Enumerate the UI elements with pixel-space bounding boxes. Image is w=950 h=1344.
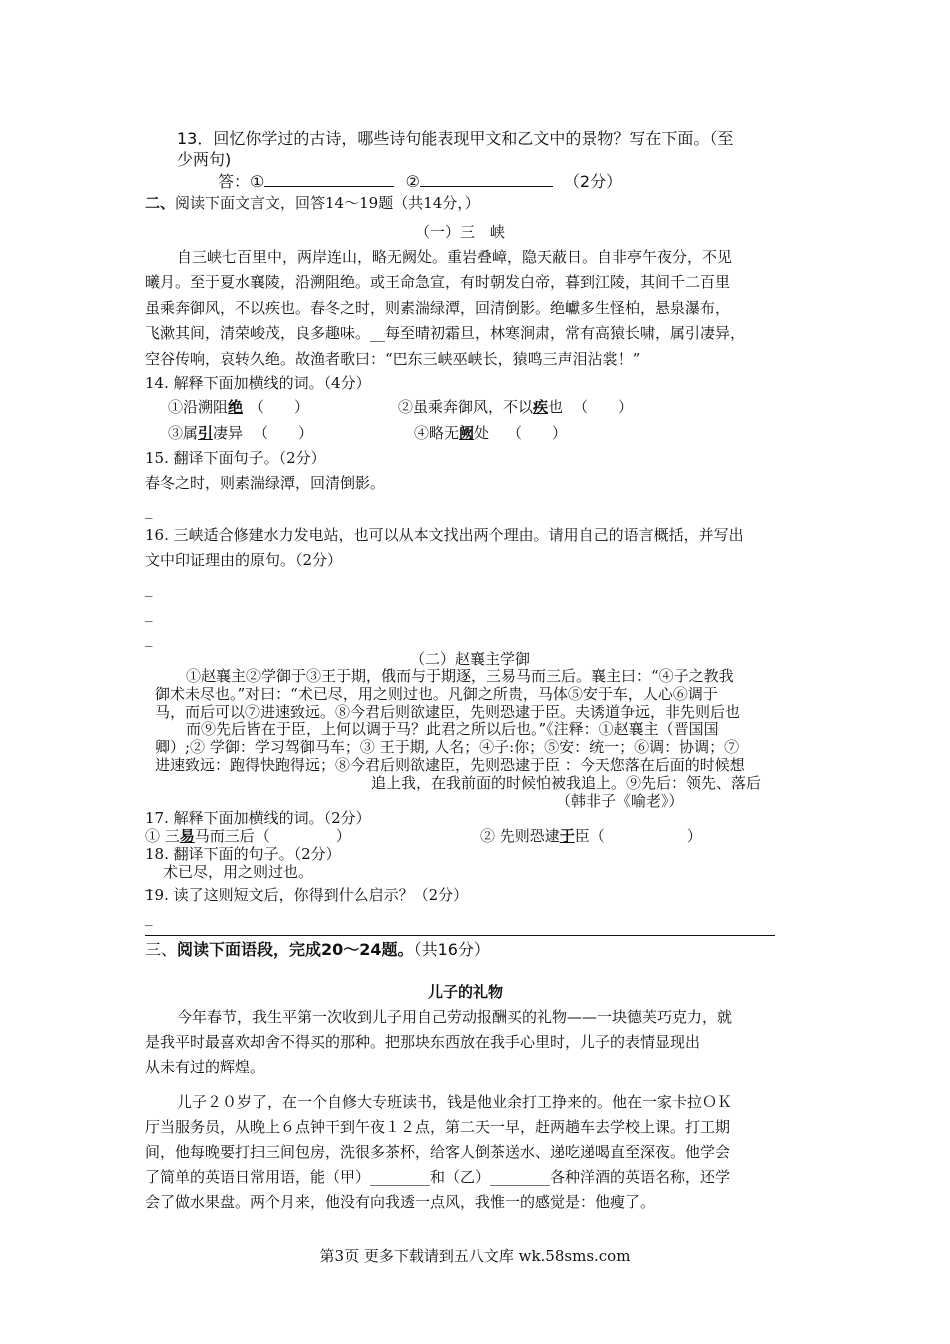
q17-item-2-word: 于 bbox=[559, 827, 575, 845]
q15-answer-line[interactable]: _ bbox=[145, 501, 153, 519]
text1-line-1: 自三峡七百里中，两岸连山，略无阙处。重岩叠嶂，隐天蔽日。自非亭午夜分，不见 bbox=[177, 248, 733, 266]
q17-item-1-word: 易 bbox=[179, 827, 195, 845]
text1-line-2: 曦月。至于夏水襄陵，沿溯阻绝。或王命急宣，有时朝发白帝，暮到江陵，其间千二百里 bbox=[145, 273, 731, 291]
q19-answer-line[interactable]: _ bbox=[145, 908, 153, 926]
q17-item-1-text: ① 三 bbox=[145, 827, 180, 845]
text2-line-5: 卿）;② 学御：学习驾御马车；③ 王于期, 人名；④子:你；⑤安：统一；⑥调：协调；⑦ bbox=[155, 738, 740, 756]
text1-title: （一）三 峡 bbox=[415, 223, 506, 241]
text2-line-2: 御术未尽也。”对曰：“术已尽，用之则过也。凡御之所贵，马体⑤安于车，人心⑥调于 bbox=[155, 685, 718, 703]
q14-item-3-text: ③属 bbox=[168, 424, 199, 442]
q13-answer-blank-2[interactable] bbox=[420, 172, 553, 187]
q16-answer-line-1[interactable]: _ bbox=[145, 579, 153, 597]
section3-heading-score: （共16分） bbox=[413, 940, 490, 959]
text1-line-5: 空谷传响，哀转久绝。故渔者歌曰：“巴东三峡巫峡长，猿鸣三声泪沾裳！” bbox=[145, 350, 641, 368]
text2-line-7: 追上我，在我前面的时候怕被我追上。⑨先后：领先、落后 bbox=[371, 774, 762, 792]
text2-line-1: ①赵襄主②学御于③王于期，俄而与于期逐，三易马而三后。襄主曰：“④子之教我 bbox=[186, 667, 734, 685]
q17-item-2-text: ② 先则恐逮 bbox=[480, 827, 560, 845]
text1-line-4: 飞漱其间，清荣峻茂，良多趣味。__每至晴初霜旦，林寒涧肃，常有高猿长啸，属引凄异， bbox=[145, 324, 746, 342]
q14-item-4-blank[interactable]: （ ） bbox=[507, 424, 568, 442]
q15-stem: 15. 翻译下面句子。（2分） bbox=[145, 449, 326, 467]
q13-line2: 少两句) bbox=[177, 150, 232, 169]
q14-item-2-text: ②虽乘奔御风，不以 bbox=[398, 398, 534, 416]
q15-sentence: 春冬之时，则素湍绿潭，回清倒影。 bbox=[145, 474, 386, 492]
q14-item-2-word: 疾 bbox=[533, 398, 549, 416]
q14-item-3-blank[interactable]: （ ） bbox=[253, 424, 314, 442]
article-title: 儿子的礼物 bbox=[428, 983, 504, 1001]
q17-item-1 bbox=[145, 827, 351, 845]
section2-heading-text: 阅读下面文言文，回答14～19题（共14分，） bbox=[175, 194, 480, 212]
para2-line-4: 了简单的英语日常用语，能（甲）________和（乙）________各种洋酒的英语名称，还学 bbox=[145, 1168, 731, 1186]
q17-item-1-close: ） bbox=[335, 827, 351, 845]
q14-item-4-text: ④略无 bbox=[414, 424, 460, 442]
q14-item-3 bbox=[168, 423, 313, 443]
section3-heading-prefix: 三、 bbox=[145, 940, 178, 959]
q13-line1: 13．回忆你学过的古诗，哪些诗句能表现甲文和乙文中的景物？写在下面。（至 bbox=[177, 129, 734, 148]
q14-item-1-blank[interactable]: （ ） bbox=[249, 398, 310, 416]
q14-item-4-tail: 处 bbox=[474, 424, 490, 442]
para1-line-1: 今年春节，我生平第一次收到儿子用自己劳动报酬买的礼物——一块德芙巧克力，就 bbox=[177, 1008, 733, 1026]
section3-heading bbox=[145, 940, 490, 960]
q13-answer-mid: ② bbox=[405, 172, 420, 191]
section3-heading-text: 阅读下面语段，完成20～24题。 bbox=[177, 940, 414, 959]
q17-stem: 17. 解释下面加横线的词。（2分） bbox=[145, 809, 371, 827]
q13-answer-blank-1[interactable] bbox=[264, 172, 394, 187]
section-divider bbox=[145, 935, 775, 936]
text2-source: （韩非子《喻老》） bbox=[556, 792, 684, 810]
q18-stem: 18. 翻译下面的句子。（2分） bbox=[145, 845, 341, 863]
q17-item-1-tail: 马而三后（ bbox=[194, 827, 270, 845]
q16-line1: 16. 三峡适合修建水力发电站，也可以从本文找出两个理由。请用自己的语言概括，并写出 bbox=[145, 526, 744, 544]
q14-item-1-text: ①沿溯阻 bbox=[168, 398, 229, 416]
q14-stem: 14. 解释下面加横线的词。（4分） bbox=[145, 374, 371, 392]
q14-item-2-tail: 也 bbox=[548, 398, 564, 416]
q17-item-2 bbox=[480, 827, 702, 845]
q13-answer-score: （2分） bbox=[563, 172, 623, 191]
para2-line-5: 会了做水果盘。两个月来，他没有向我透一点风，我惟一的感觉是：他瘦了。 bbox=[145, 1193, 656, 1211]
para2-line-2: 厅当服务员，从晚上６点钟干到午夜１２点，第二天一早，赶两趟车去学校上课。打工期 bbox=[145, 1118, 731, 1136]
q13-answer-line bbox=[218, 172, 622, 192]
q14-item-3-word: 引 bbox=[198, 424, 214, 442]
text2-title: （二）赵襄主学御 bbox=[410, 650, 531, 668]
q16-answer-line-2[interactable]: _ bbox=[145, 604, 153, 622]
para2-line-3: 间，他每晚要打扫三间包房，洗很多茶杯，给客人倒茶送水、递吃递喝直至深夜。他学会 bbox=[145, 1143, 731, 1161]
section2-heading bbox=[145, 193, 480, 213]
para2-line-1: 儿子２０岁了，在一个自修大专班读书，钱是他业余打工挣来的。他在一家卡拉ＯＫ bbox=[177, 1093, 733, 1111]
q14-item-1-word: 绝 bbox=[228, 398, 244, 416]
para1-line-2: 是我平时最喜欢却舍不得买的那种。把那块东西放在我手心里时，儿子的表情显现出 bbox=[145, 1033, 701, 1051]
text1-line-3: 虽乘奔御风，不以疾也。春冬之时，则素湍绿潭，回清倒影。绝巘多生怪柏，悬泉瀑布， bbox=[145, 299, 731, 317]
q14-item-4-word: 阙 bbox=[459, 424, 475, 442]
para1-line-3: 从未有过的辉煌。 bbox=[145, 1058, 266, 1076]
q18-answer-line[interactable]: _ bbox=[145, 873, 153, 891]
q17-item-2-close: ） bbox=[686, 827, 702, 845]
q16-line2: 文中印证理由的原句。（2分） bbox=[145, 551, 343, 569]
q18-sentence: 术已尽，用之则过也。 bbox=[163, 863, 314, 881]
q14-item-2-blank[interactable]: （ ） bbox=[573, 398, 634, 416]
q14-item-4 bbox=[414, 423, 567, 443]
q14-item-3-tail: 凄异 bbox=[213, 424, 244, 442]
page-footer: 第3页 更多下载请到五八文库 wk.58sms.com bbox=[319, 1247, 631, 1265]
text2-line-3: 马，而后可以⑦进速致远。⑧今君后则欲逮臣，先则恐逮于臣。夫诱道争远，非先则后也 bbox=[155, 703, 741, 721]
q19-stem: 19. 读了这则短文后，你得到什么启示？（2分） bbox=[145, 886, 469, 904]
q16-answer-line-3[interactable]: _ bbox=[145, 629, 153, 647]
q13-answer-prefix: 答：① bbox=[218, 172, 265, 191]
section2-heading-prefix: 二、 bbox=[145, 194, 176, 212]
text2-line-4: 而⑨先后皆在于臣，上何以调于马？此君之所以后也。”《注释：①赵襄主（晋国国 bbox=[186, 720, 719, 738]
text2-line-6: 进速致远：跑得快跑得远；⑧今君后则欲逮臣，先则恐逮于臣 ：今天您落在后面的时候想 bbox=[155, 756, 745, 774]
q14-item-1 bbox=[168, 397, 309, 417]
q17-item-2-tail: 臣（ bbox=[574, 827, 605, 845]
q14-item-2 bbox=[398, 397, 633, 417]
